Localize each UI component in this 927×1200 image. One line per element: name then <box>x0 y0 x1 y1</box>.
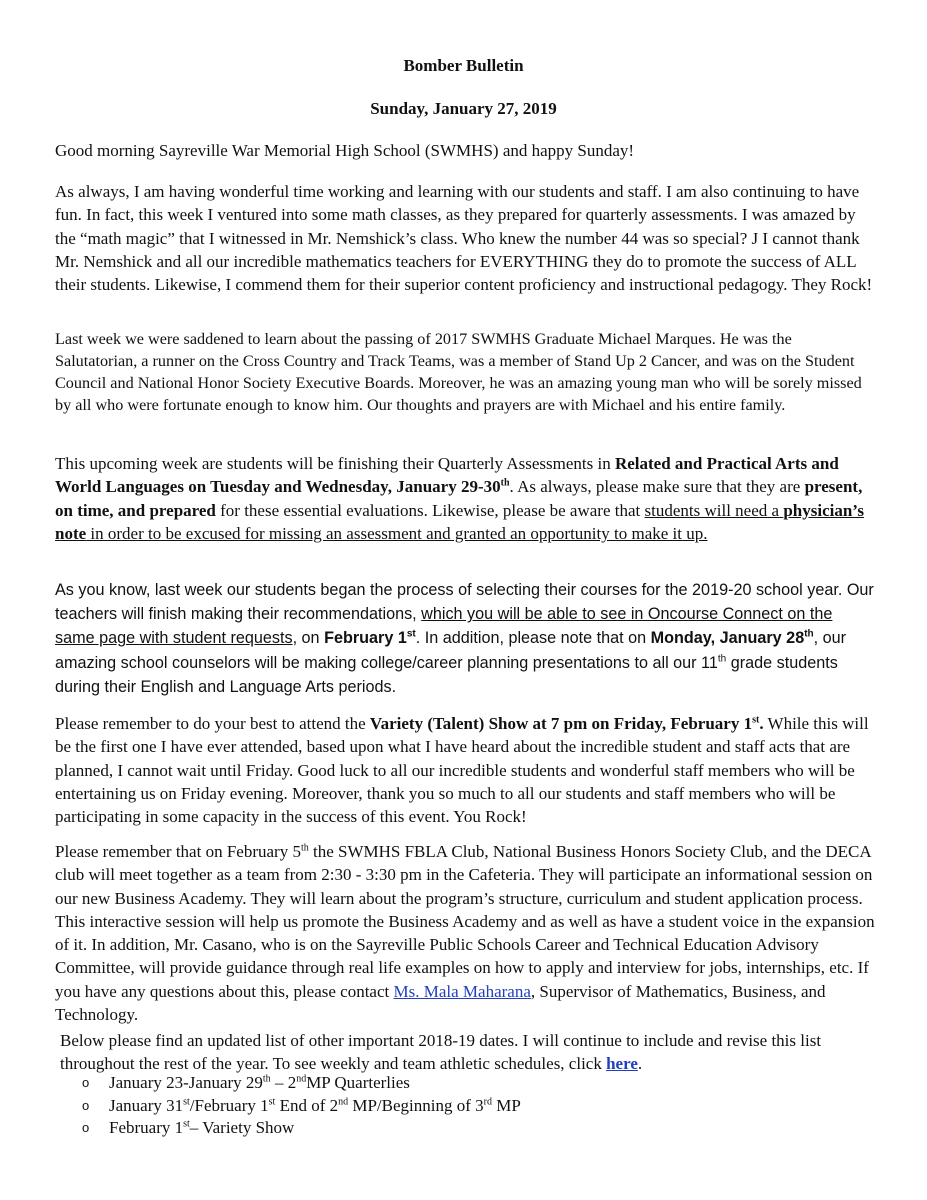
business-paragraph <box>55 840 875 1026</box>
business-sup: th <box>300 842 309 854</box>
bulletin-date: Sunday, January 27, 2019 <box>370 99 557 118</box>
variety-text-1: Please remember to do your best to attend the <box>55 714 370 733</box>
courses-sup-th: th <box>717 653 727 665</box>
bulletin-title: Bomber Bulletin <box>403 56 524 75</box>
assessments-paragraph <box>55 452 875 545</box>
courses-bold-feb: February 1st <box>324 629 416 648</box>
bullet-icon: o <box>82 1075 90 1090</box>
courses-text-4: , our amazing school counselors will be making college/career planning presentations to all our 11 <box>55 629 847 672</box>
courses-paragraph <box>55 578 875 699</box>
list-item: o January 23-January 29th – 2ndMP Quarterlies <box>80 1072 521 1095</box>
math-paragraph: As always, I am having wonderful time working and learning with our students and staff. I am also continuing to have fun. In fact, this week I ventured into some math classes, as they prepared for quarterly assessments. I was amazed by the “math magic” that I witnessed in Mr. Nemshick’s class. Who knew the number 44 was so special? J I cannot thank Mr. Nemshick and all our incredible mathematics teachers for EVERYTHING they do to promote the success of ALL their students. Likewise, I commend them for their superior content proficiency and instructional pedagogy. They Rock! <box>55 182 873 295</box>
memorial-paragraph: Last week we were saddened to learn about the passing of 2017 SWMHS Graduate Michael Marques. He was the Salutatorian, a runner on the Cross Country and Track Teams, was a member of Stand Up 2 Cancer, and was on the Student Council and National Honor Society Executive Boards. Moreover, he was an amazing young man who will be sorely missed by all who were fortunate enough to know him. Our thoughts and prayers are with Michael and his entire family. <box>55 330 862 414</box>
courses-text-3: . In addition, please note that on <box>415 629 651 648</box>
courses-text-1: As you know, last week our students began the process of selecting their courses for the 2019-20 school year. Our teachers will finish making their recommendations, <box>55 581 874 624</box>
bullet-icon: o <box>82 1097 90 1113</box>
variety-bold: Variety (Talent) Show at 7 pm on Friday, February 1st. <box>369 714 764 733</box>
contact-link[interactable]: Ms. Mala Maharana <box>393 981 531 1001</box>
list-item: o January 31st/February 1st End of 2nd MP/Beginning of 3rd MP <box>80 1095 521 1118</box>
assess-bold-present: present, on time, and prepared <box>55 477 863 520</box>
variety-text-2: While this will be the first one I have ever attended, based upon what I have heard about the incredible student and staff acts that are planned, I cannot wait until Friday. Good luck to all our incredible students and wonderful staff members who will be entertaining us on Friday evening. Moreover, thank you so much to all our students and staff members who will be participating in some capacity in the success of this event. You Rock! <box>55 714 869 827</box>
business-text-2: the SWMHS FBLA Club, National Business Honors Society Club, and the DECA club will meet together as a team from 2:30 - 3:30 pm in the Cafeteria. They will participate an informational session on our new Business Academy. They will learn about the program’s structure, curriculum and student application process. This interactive session will help us promote the Business Academy and as well as have a student voice in the expansion of it. In addition, Mr. Casano, who is on the Sayreville Public Schools Career and Technical Education Advisory Committee, will provide guidance through real life examples on how to apply and interview for jobs, internships, etc. If you have any questions about this, please contact <box>55 842 875 1001</box>
business-text-3: , Supervisor of Mathematics, Business, and Technology. <box>55 981 826 1025</box>
assess-text-2: . As always, please make sure that they are <box>509 477 805 497</box>
assess-underlined-note: students will need a physician’s note in order to be excused for missing an assessment and granted an opportunity to make it up. <box>55 500 864 543</box>
bullet-icon: o <box>82 1120 90 1135</box>
greeting-paragraph: Good morning Sayreville War Memorial High School (SWMHS) and happy Sunday! <box>55 141 635 160</box>
assess-text-3: for these essential evaluations. Likewise, please be aware that <box>215 500 645 520</box>
courses-bold-monday: Monday, January 28th <box>650 629 814 648</box>
athletic-schedule-link[interactable]: here <box>606 1053 638 1073</box>
courses-underlined: which you will be able to see in Oncourse Connect on the same page with student requests <box>55 605 833 648</box>
dates-intro-paragraph <box>60 1030 875 1075</box>
courses-text-5: grade students during their English and Language Arts periods. <box>55 653 838 696</box>
variety-paragraph <box>55 712 875 828</box>
assess-text-1: This upcoming week are students will be finishing their Quarterly Assessments in <box>55 454 615 473</box>
important-dates-list <box>80 1072 521 1140</box>
business-text-1: Please remember that on February 5 <box>55 842 301 861</box>
dates-text-2: . <box>637 1053 643 1073</box>
dates-text-1: Below please find an updated list of other important 2018-19 dates. I will continue to include and revise this list throughout the rest of the year. To see weekly and team athletic schedules, click <box>60 1031 822 1073</box>
courses-text-2: , on <box>292 629 325 648</box>
list-item: o February 1st– Variety Show <box>80 1117 521 1140</box>
assess-bold-dates: Related and Practical Arts and World Languages on Tuesday and Wednesday, January 29-30th <box>55 454 839 497</box>
